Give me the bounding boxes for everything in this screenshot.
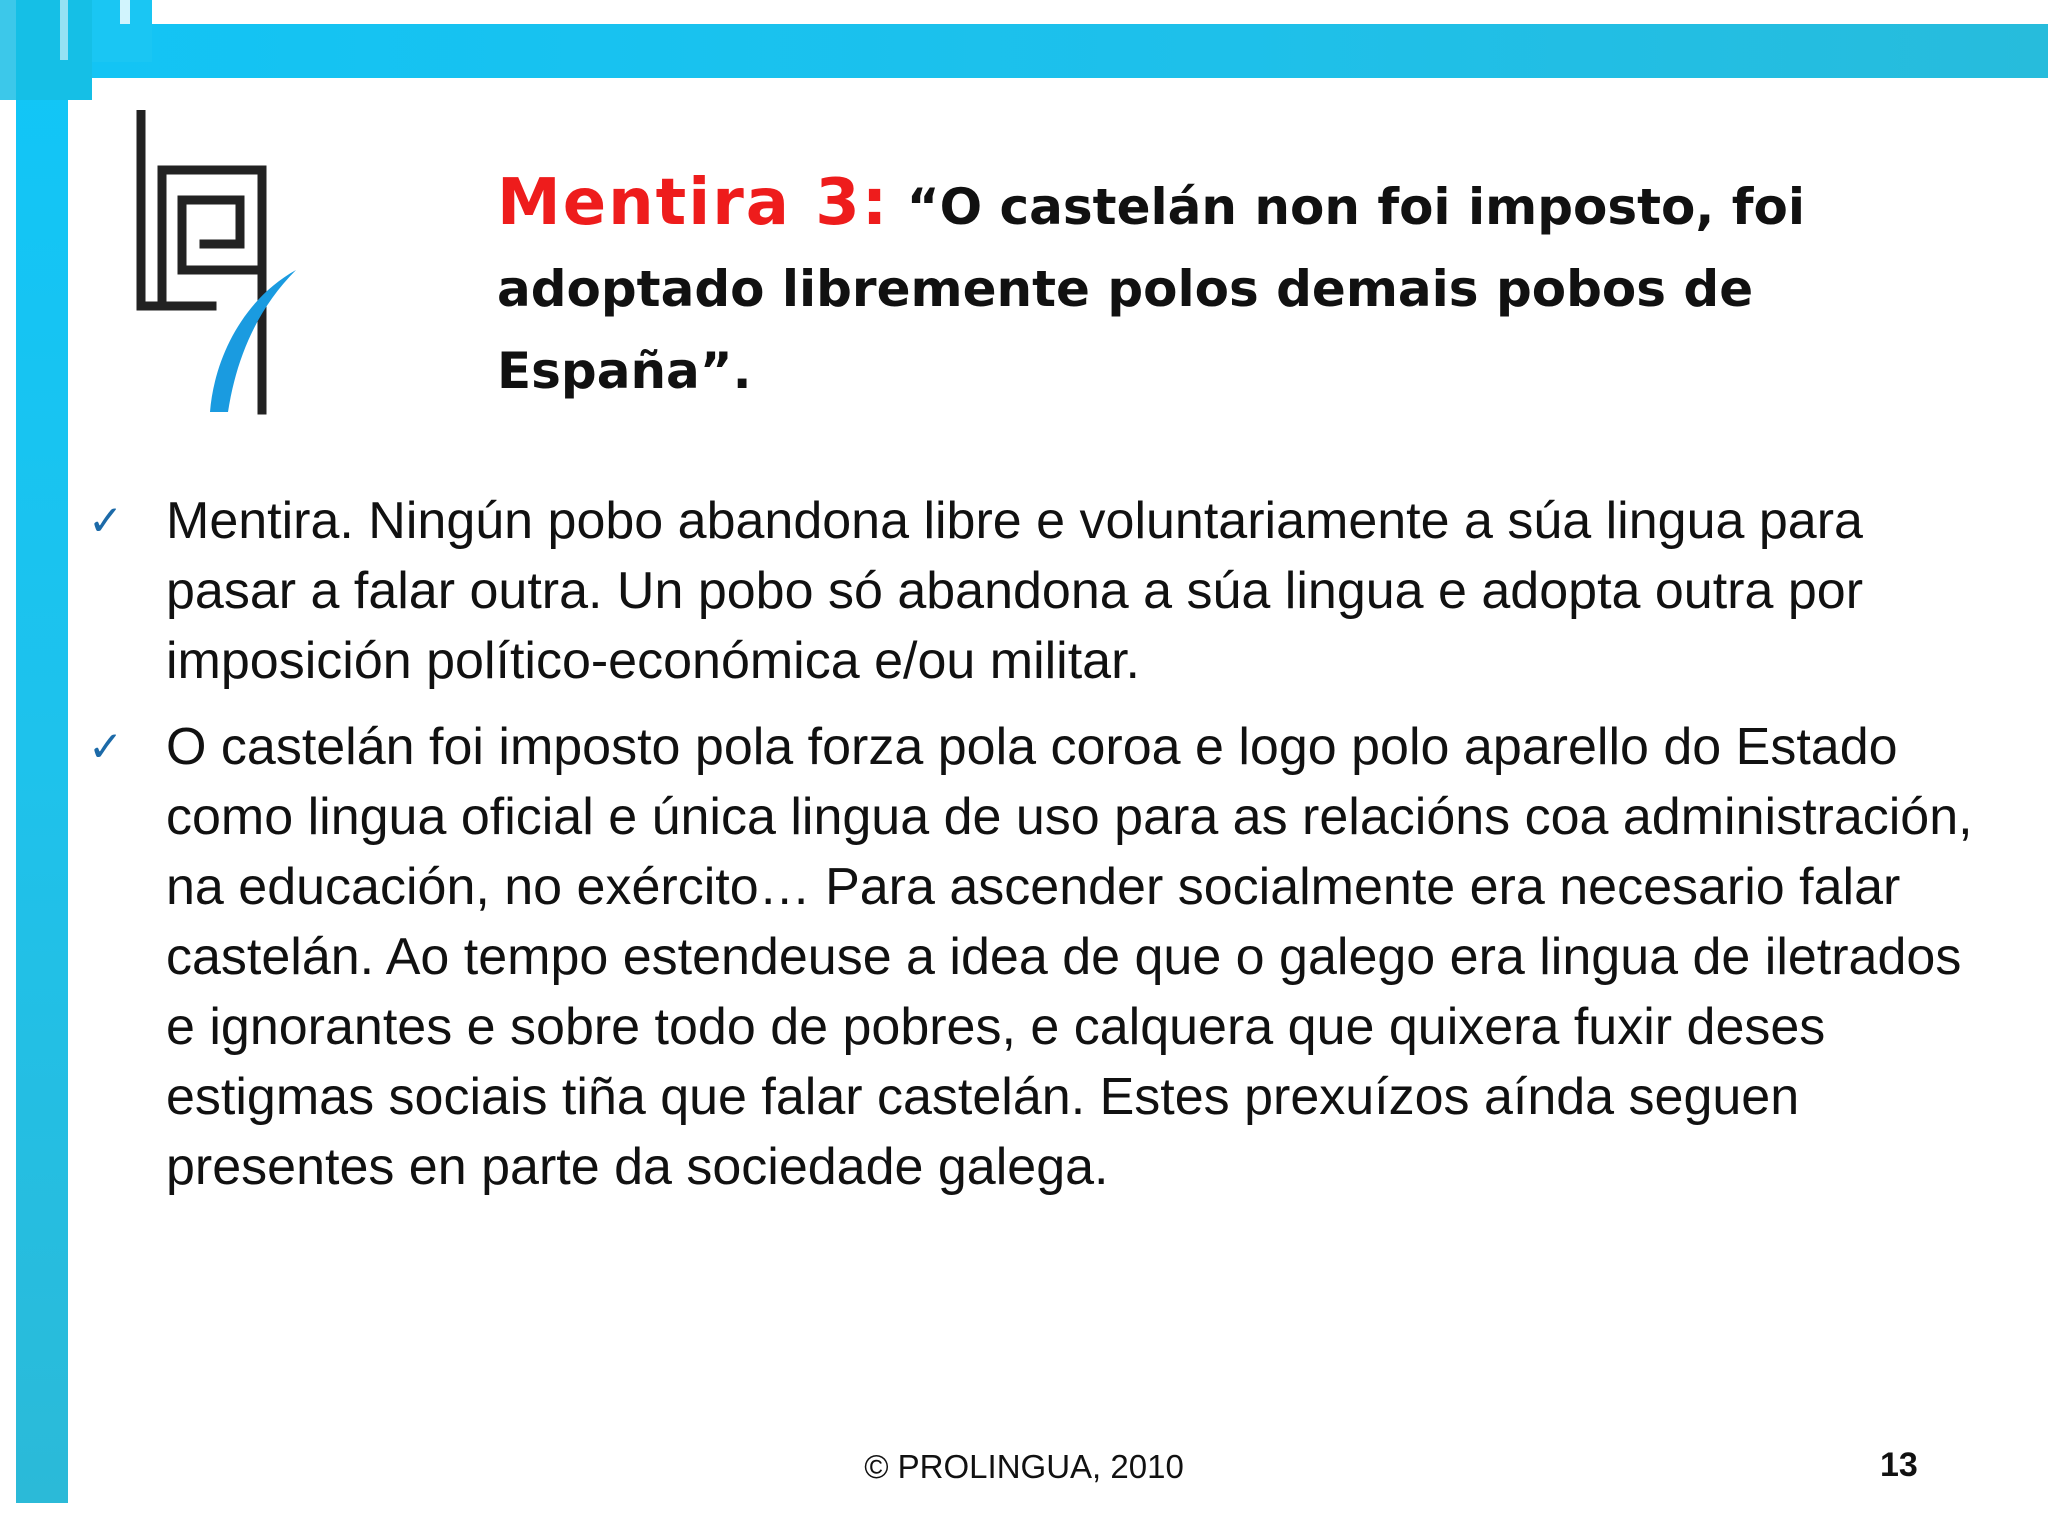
slide-title: [497, 162, 1937, 412]
prolingua-logo: [132, 110, 310, 416]
page-number: 13: [1880, 1446, 1918, 1484]
title-quote: “O castelán non foi imposto, foi adoptado libremente polos demais pobos de España”.: [497, 178, 1806, 400]
logo-spiral-line: [162, 170, 262, 306]
corner-frame-notch-small: [120, 0, 130, 24]
bullet-list: [88, 486, 1988, 1202]
bullet-text: Mentira. Ningún pobo abandona libre e voluntariamente a súa lingua para pasar a falar outra. Un pobo só abandona a súa lingua e adopta outra por imposición político-económica e/ou militar.: [166, 492, 1864, 690]
top-frame-gap: [152, 0, 2048, 24]
bullet-item: [88, 712, 1988, 1202]
bullet-text: O castelán foi imposto pola forza pola coroa e logo polo aparello do Estado como lingua oficial e única lingua de uso para as relacións coa administración, na educación, no exército… Para ascender socialmente era necesario falar castelán. Ao tempo estendeuse a idea de que o galego era lingua de iletrados e ignorantes e sobre todo de pobres, e calquera que quixera fuxir deses estigmas sociais tiña que falar castelán. Estes prexuízos aínda seguen presentes en parte da sociedade galega.: [166, 718, 1973, 1196]
corner-frame-notch: [60, 0, 68, 60]
checkmark-icon: ✓: [88, 496, 124, 545]
left-frame-edge: [0, 0, 16, 100]
footer-copyright: © PROLINGUA, 2010: [864, 1448, 1184, 1485]
left-frame-bar: [16, 0, 68, 1503]
title-lead: Mentira 3:: [497, 166, 890, 240]
logo-blue-swoosh: [210, 270, 296, 412]
bullet-item: [88, 486, 1988, 696]
checkmark-icon: ✓: [88, 722, 124, 771]
logo-outer-line: [141, 114, 212, 306]
